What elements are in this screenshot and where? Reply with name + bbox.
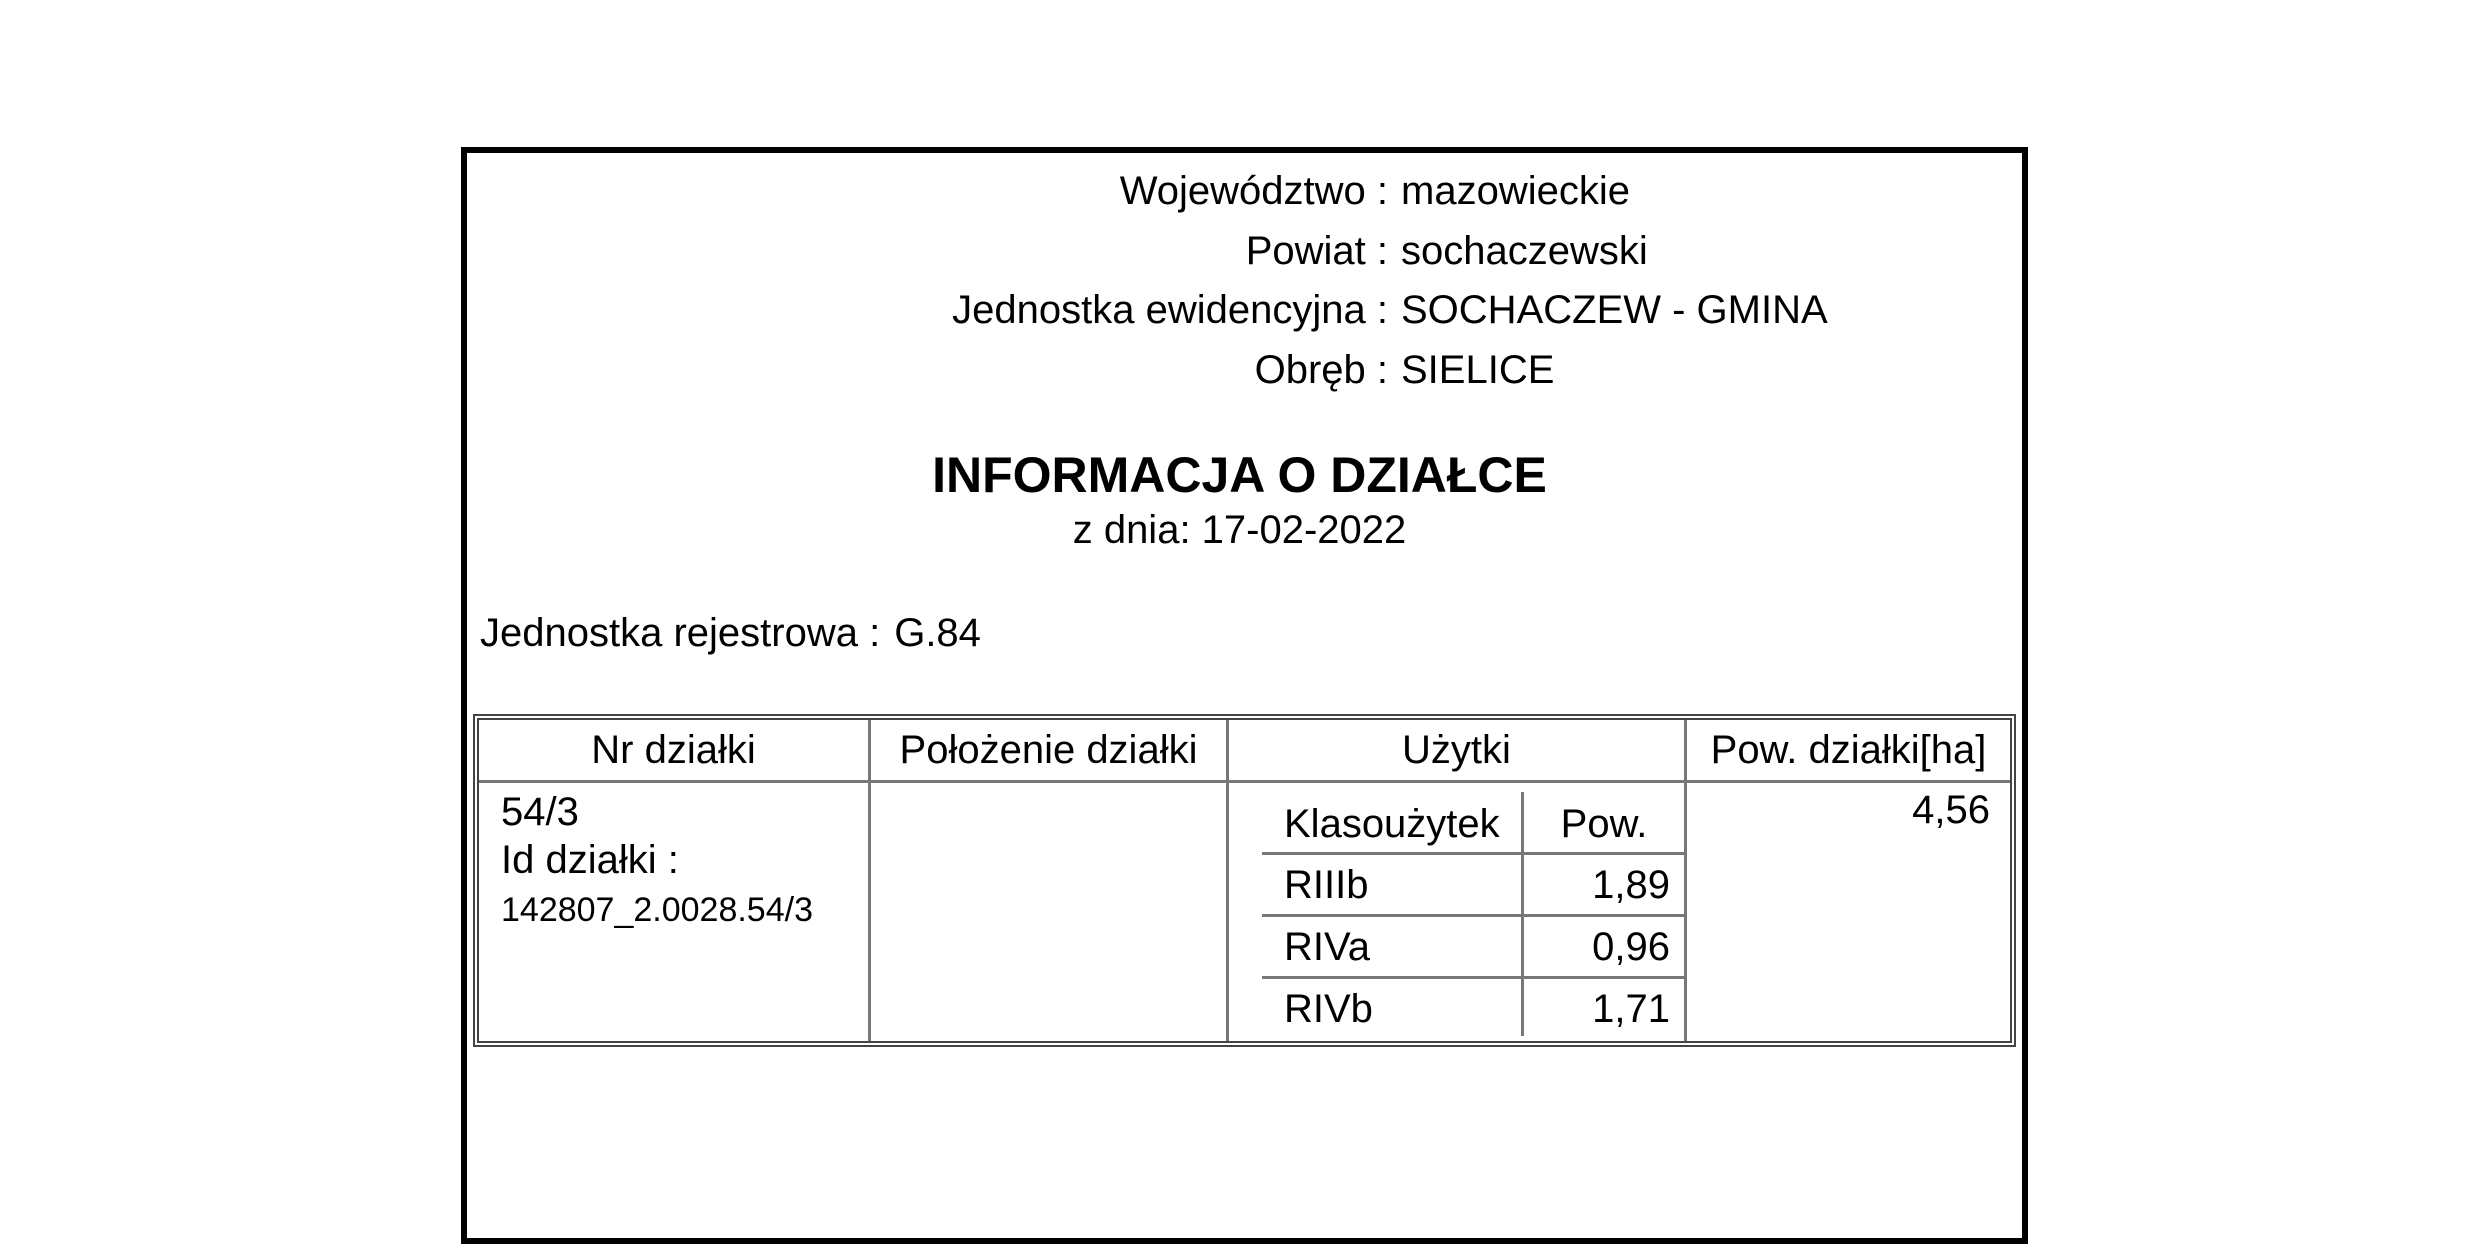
- land-use-area: 1,71: [1592, 987, 1670, 1031]
- header-label: Województwo :: [1119, 169, 1388, 213]
- land-use-area: 0,96: [1592, 925, 1670, 969]
- parcel-area-value: 4,56: [1912, 788, 1990, 832]
- document-title: INFORMACJA O DZIAŁCE: [932, 447, 1547, 503]
- header-row-precinct: [0, 340, 2479, 400]
- header-row-registry-unit: [0, 280, 2479, 340]
- land-use-class: RIVa: [1284, 925, 1370, 969]
- table-header-divider: [479, 780, 2010, 783]
- column-header-parcel-number: Nr działki: [591, 728, 756, 772]
- column-header-parcel-location: Położenie działki: [899, 728, 1198, 772]
- header-value: mazowieckie: [1401, 169, 1630, 213]
- parcel-id-label: Id działki :: [501, 838, 679, 882]
- header-row-voivodeship: [0, 161, 2479, 221]
- header-label: Obręb :: [1254, 348, 1388, 392]
- land-use-class: RIIIb: [1284, 863, 1369, 907]
- land-use-class: RIVb: [1284, 987, 1373, 1031]
- header-row-county: [0, 221, 2479, 281]
- header-label: Jednostka ewidencyjna :: [952, 288, 1388, 332]
- land-use-header-class: Klasoużytek: [1284, 802, 1500, 846]
- header-value: sochaczewski: [1401, 229, 1648, 273]
- header-value: SOCHACZEW - GMINA: [1401, 288, 1828, 332]
- land-use-table: [1262, 792, 1684, 1036]
- column-header-land-use: Użytki: [1402, 728, 1511, 772]
- parcel-number: 54/3: [501, 790, 579, 834]
- header-value: SIELICE: [1401, 348, 1555, 392]
- document-date: z dnia: 17-02-2022: [1072, 508, 1407, 552]
- column-header-parcel-area: Pow. działki[ha]: [1710, 728, 1987, 772]
- registry-unit-value: G.84: [894, 611, 981, 655]
- land-use-header-area: Pow.: [1560, 802, 1648, 846]
- registry-unit: [480, 603, 981, 663]
- land-use-area: 1,89: [1592, 863, 1670, 907]
- header-label: Powiat :: [1245, 229, 1388, 273]
- registry-unit-label: Jednostka rejestrowa :: [480, 611, 881, 655]
- parcel-id-value: 142807_2.0028.54/3: [501, 891, 813, 929]
- parcel-table: [473, 714, 2016, 1047]
